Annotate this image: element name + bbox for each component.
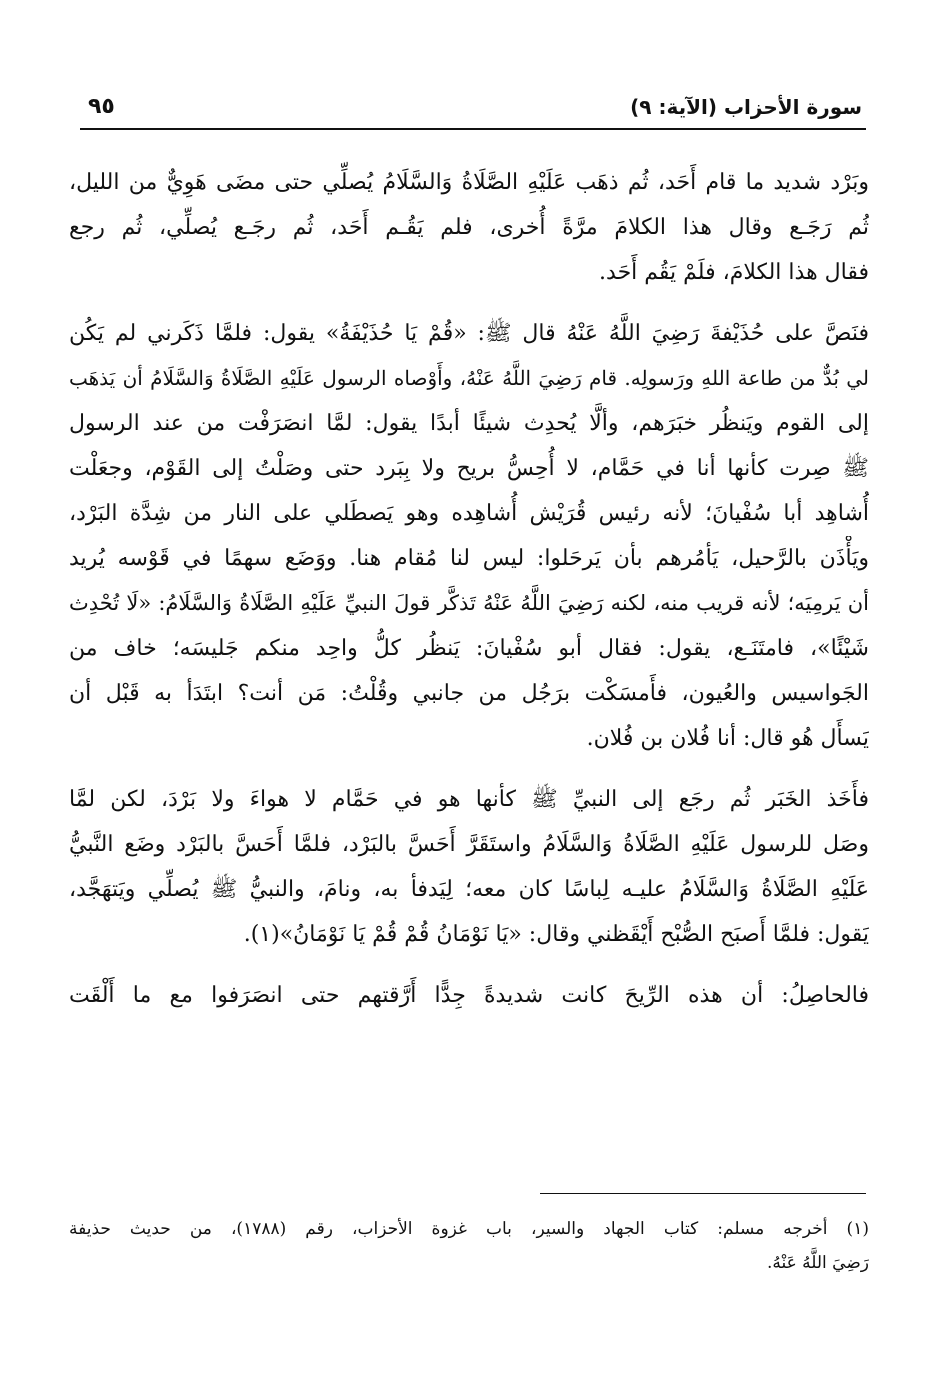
header-divider [80, 128, 866, 130]
text-line: ﷺ صِرت كأنها أنا في حَمَّام، لا أُحِسُّ بريح ولا بِبَرد حتى وصَلْتُ إلى القَوْم، وجعَلْت [69, 456, 869, 481]
text-line: شَيْئًا»، فامتَنَـع، يقول: فقال أبو سُفْيانَ: يَنظُر كلُّ واحِد منكم جَليسَه؛ خاف من [69, 636, 869, 661]
main-text [69, 160, 869, 1018]
text-line: عَلَيْهِ الصَّلَاةُ وَالسَّلَامُ عليـه لِباسًا كان معه؛ لِيَدفأ به، ونامَ، والنبيُّ ﷺ يُصلِّي ويَتهَجَّد، [69, 877, 869, 902]
text-line: فنَصَّ على حُذَيْفةَ رَضِيَ اللَّهُ عَنْهُ قال ﷺ: «قُمْ يَا حُذَيْفَةُ» يقول: فلمَّا ذَكَرني لم يَكُن [69, 321, 869, 346]
text-line: يَقول: فلمَّا أَصبَح الصُّبْح أَيْقَظني وقال: «يَا نَوْمَانُ قُمْ قُمْ يَا نَوْمَانُ»(١). [243, 922, 869, 947]
paragraph-gap [69, 295, 869, 311]
text-line: أُشاهِد أبا سُفْيانَ؛ لأنه رئيس قُرَيْش أُشاهِده وهو يَصطَلي على النار من شِدَّة البَرْد، [69, 501, 869, 526]
text-line: فالحاصِلُ: أن هذه الرِّيحَ كانت شديدةً جِدًّا أَرَّقتهم حتى انصَرَفوا مع ما أَلْقَت [69, 983, 869, 1008]
text-line: فأَخَذ الخَبَر ثُم رجَع إلى النبيِّ ﷺ كأنها هو في حَمَّام لا هواءَ ولا بَرْدَ، لكن لمَّا [69, 787, 869, 812]
text-line: لي بُدٌّ من طاعة اللهِ ورَسولِه. قام رَضِيَ اللَّهُ عَنْهُ، وأَوْصاه الرسول عَلَيْهِ الصَّلَاةُ وَالسَّلَامُ أن يَذهَب [69, 366, 869, 390]
text-line: ثُم رَجَـع وقال هذا الكلامَ مرَّةً أُخرى، فلم يَقُـم أَحَد، ثُم رجَـع يُصلِّي، ثُم رجع [69, 215, 869, 240]
text-line: وبَرْد شديد ما قام أَحَد، ثُم ذهَب عَلَيْهِ الصَّلَاةُ وَالسَّلَامُ يُصلِّي حتى مضَى هَوِيٌّ من الليل، [69, 170, 869, 195]
text-line: أن يَرمِيَه؛ لأنه قريب منه، لكنه رَضِيَ اللَّهُ عَنْهُ تَذكَّر قولَ النبيِّ عَلَيْهِ الصَّلَاةُ وَالسَّلَامُ: «لَا تُحْدِث [69, 591, 869, 615]
text-line: ويَأْذَن بالرَّحيل، يَأمُرهم بأن يَرحَلوا: ليس لنا مُقام هنا. ووَضَع سهمًا في قَوْسه يُريد [69, 546, 869, 571]
text-line: إلى القوم ويَنظُر خبَرَهم، وألَّا يُحدِث شيئًا أبدًا يقول: لمَّا انصَرَفْت من عند الرسول [69, 411, 869, 436]
text-line: الجَواسيس والعُيون، فأَمسَكْت برَجُل من جانبي وقُلْتُ: مَن أنت؟ ابتَدَأ به قَبْل أن [69, 681, 869, 706]
footnote-line: (١) أخرجه مسلم: كتاب الجهاد والسير، باب غزوة الأحزاب، رقم (١٧٨٨)، من حديث حذيفة [69, 1219, 869, 1239]
footnote-divider [540, 1193, 866, 1194]
footnote [69, 1212, 869, 1280]
paragraph-gap [69, 761, 869, 777]
paragraph-gap [69, 957, 869, 973]
text-line: يَسأَل هُو قال: أنا فُلان بن فُلان. [586, 726, 869, 751]
running-header [80, 92, 866, 126]
footnote-line: رَضِيَ اللَّهُ عَنْهُ. [766, 1253, 869, 1273]
text-line: وصَل للرسول عَلَيْهِ الصَّلَاةُ وَالسَّلَامُ واستَقَرَّ أَحَسَّ بالبَرْد، فلمَّا أَحَسَّ بالبَرْد وضَع النَّبيُّ [69, 832, 869, 857]
chapter-title: سورة الأحزاب (الآية: ٩) [630, 95, 862, 119]
page-number: ٩٥ [88, 94, 115, 119]
text-line: فقال هذا الكلامَ، فلَمْ يَقُم أَحَد. [599, 260, 869, 285]
